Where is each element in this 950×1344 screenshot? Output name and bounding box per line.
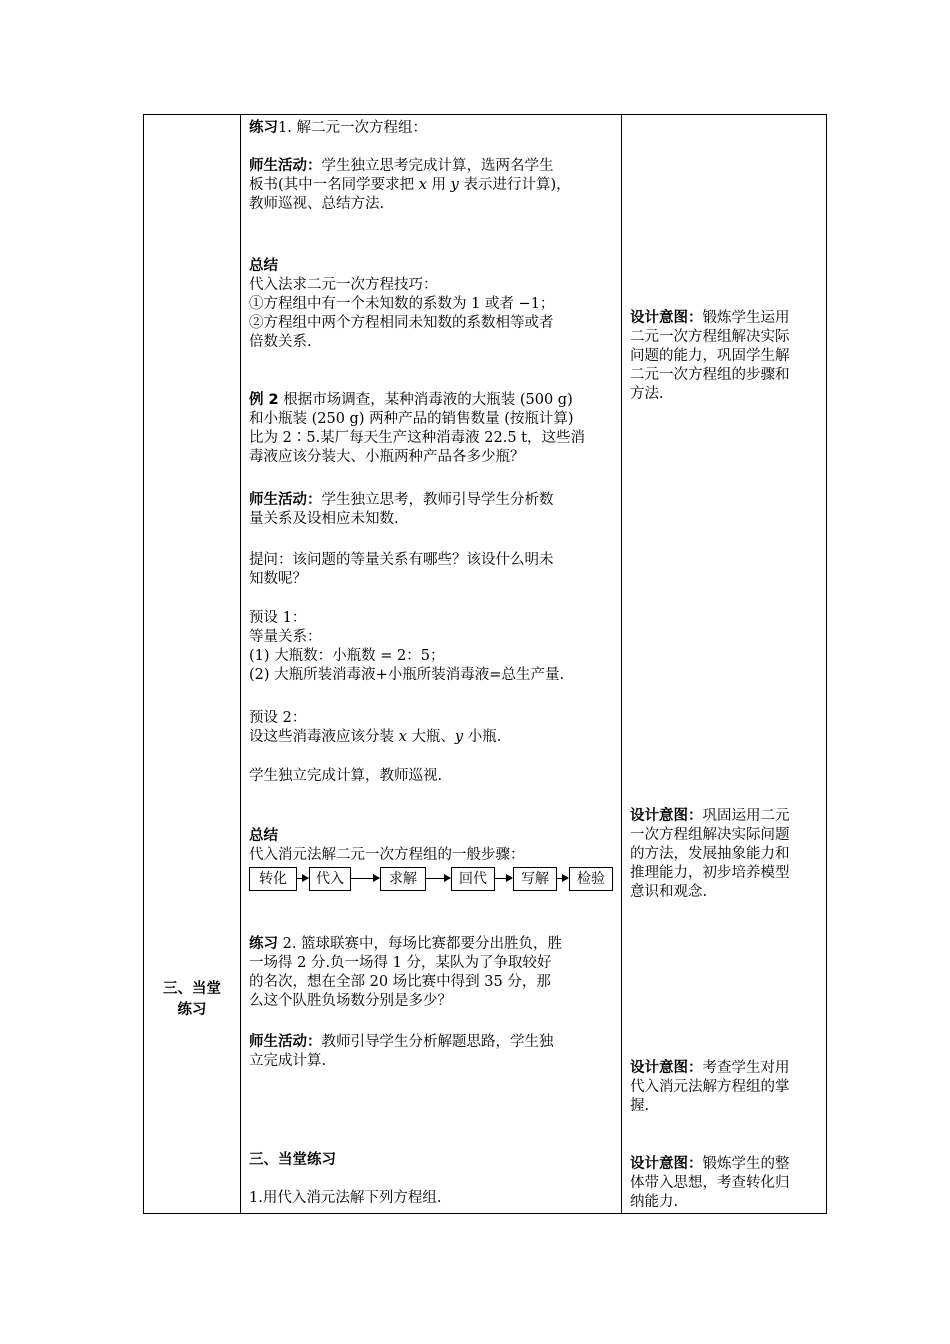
- step-box: 转化: [249, 867, 297, 891]
- example-2: [249, 391, 613, 467]
- design-intent-label: 设计意图：: [630, 1060, 703, 1076]
- step-box: 代入: [309, 867, 351, 891]
- note-line: 一次方程组解决实际问题: [630, 827, 790, 843]
- question: [249, 551, 613, 589]
- arrow-right-icon: [426, 878, 450, 879]
- exercise-2-label: 练习: [249, 936, 278, 952]
- design-intent-label: 设计意图：: [630, 808, 703, 824]
- note-line: 二元一次方程组的步骤和: [630, 367, 790, 383]
- note-line: 意识和观念.: [630, 884, 708, 900]
- preset-1-label: 预设 1：: [249, 610, 307, 626]
- variable-y: y: [454, 729, 464, 745]
- equal-relation-label: 等量关系：: [249, 629, 322, 645]
- note-line: 锻炼学生的整: [702, 1156, 790, 1172]
- activity-1-line2b: 用: [426, 177, 451, 193]
- design-intent-3: [630, 1059, 820, 1116]
- preset-2: [249, 709, 613, 747]
- example-2-line1: 根据市场调查，某种消毒液的大瓶装 (500 g): [278, 392, 573, 408]
- design-intent-1: [630, 309, 820, 404]
- summary-1-item2-line2: 倍数关系.: [249, 334, 312, 350]
- example-2-line2: 和小瓶装 (250 g) 两种产品的销售数量 (按瓶计算): [249, 411, 574, 427]
- final-item: 1.用代入消元法解下列方程组.: [249, 1190, 442, 1206]
- note-line: 考查学生对用: [702, 1060, 790, 1076]
- exercise-1-text: 1. 解二元一次方程组：: [278, 120, 427, 136]
- exercise-2: [249, 935, 613, 1011]
- steps-flowchart: [249, 867, 613, 891]
- activity-2-line1: 学生独立思考，教师引导学生分析数: [321, 492, 554, 508]
- activity-3-label: 师生活动：: [249, 1034, 322, 1050]
- step-box: 检验: [569, 867, 613, 891]
- section-title: 三、当堂练习: [249, 1152, 336, 1168]
- arrow-right-icon: [297, 878, 308, 879]
- exercise-2-line3: 的名次，想在全部 20 场比赛中得到 35 分，那: [249, 974, 551, 990]
- stage-column: [144, 115, 241, 1214]
- design-intent-label: 设计意图：: [630, 310, 703, 326]
- variable-y: y: [450, 177, 459, 193]
- lesson-table: [143, 114, 827, 1214]
- preset-2-text-a: 设这些消毒液应该分装: [249, 729, 399, 745]
- summary-2-label: 总结: [249, 828, 278, 844]
- final-item-block: [249, 1189, 613, 1208]
- summary-1-intro: 代入法求二元一次方程技巧：: [249, 277, 438, 293]
- stage-label: [144, 979, 240, 1021]
- note-line: 方法.: [630, 386, 664, 402]
- activity-1-line2c: 表示进行计算)，: [458, 177, 571, 193]
- note-line: 推理能力，初步培养模型: [630, 865, 790, 881]
- content-column: [241, 115, 622, 1214]
- exercise-2-line1: 2. 篮球联赛中，每场比赛都要分出胜负，胜: [278, 936, 563, 952]
- note-line: 握.: [630, 1098, 650, 1114]
- note-line: 纳能力.: [630, 1194, 679, 1210]
- note-line: 代入消元法解方程组的掌: [630, 1079, 790, 1095]
- activity-1-line1: 学生独立思考完成计算，选两名学生: [321, 158, 554, 174]
- summary-1-label: 总结: [249, 258, 278, 274]
- activity-2: [249, 491, 613, 529]
- exercise-2-line2: 一场得 2 分.负一场得 1 分，某队为了争取较好: [249, 955, 552, 971]
- step-box: 回代: [451, 867, 495, 891]
- note-line: 锻炼学生运用: [702, 310, 790, 326]
- design-intent-column: [622, 115, 827, 1214]
- summary-1-item2-line1: ②方程组中两个方程相同未知数的系数相等或者: [249, 315, 554, 331]
- activity-1-line2a: 板书(其中一名同学要求把: [249, 177, 419, 193]
- arrow-right-icon: [557, 878, 568, 879]
- summary-1-item1: ①方程组中有一个未知数的系数为 1 或者 −1；: [249, 296, 555, 312]
- summary-2-intro: 代入消元法解二元一次方程组的一般步骤：: [249, 847, 525, 863]
- activity-1: [249, 157, 613, 214]
- design-intent-2: [630, 807, 820, 902]
- note-line: 二元一次方程组解决实际: [630, 329, 790, 345]
- variable-x: x: [398, 729, 407, 745]
- exercise-1: [249, 119, 613, 138]
- note-line: 巩固运用二元: [702, 808, 790, 824]
- section-title-block: [249, 1151, 613, 1170]
- stage-label-line1: 三、当堂: [163, 981, 221, 997]
- arrow-right-icon: [351, 878, 379, 879]
- summary-1: [249, 257, 613, 352]
- preset-2-text-c: 小瓶.: [463, 729, 502, 745]
- step-box: 写解: [513, 867, 557, 891]
- activity-3-line1: 教师引导学生分析解题思路，学生独: [321, 1034, 554, 1050]
- activity-1-line3: 教师巡视、总结方法.: [249, 196, 385, 212]
- example-2-line4: 毒液应该分装大、小瓶两种产品各多少瓶？: [249, 449, 525, 465]
- note-line: 体带入思想，考查转化归: [630, 1175, 790, 1191]
- preset-2-text-b: 大瓶、: [406, 729, 455, 745]
- design-intent-label: 设计意图：: [630, 1156, 703, 1172]
- activity-2-line2: 量关系及设相应未知数.: [249, 511, 399, 527]
- activity-3: [249, 1033, 613, 1071]
- question-line2: 知数呢？: [249, 571, 307, 587]
- step-box: 求解: [380, 867, 426, 891]
- question-line1: 提问：该问题的等量关系有哪些？该设什么明未: [249, 552, 554, 568]
- variable-x: x: [418, 177, 427, 193]
- example-2-line3: 比为 2∶5.某厂每天生产这种消毒液 22.5 t，这些消: [249, 430, 585, 446]
- relation-2: (2) 大瓶所装消毒液+小瓶所装消毒液=总生产量.: [249, 667, 565, 683]
- note-line: 的方法，发展抽象能力和: [630, 846, 790, 862]
- activity-3-line2: 立完成计算.: [249, 1053, 327, 1069]
- student-calculation-text: 学生独立完成计算，教师巡视.: [249, 768, 443, 784]
- exercise-1-label: 练习: [249, 120, 278, 136]
- summary-2: [249, 827, 613, 865]
- preset-1: [249, 609, 613, 685]
- arrow-right-icon: [495, 878, 512, 879]
- activity-1-label: 师生活动：: [249, 158, 322, 174]
- preset-2-label: 预设 2：: [249, 710, 307, 726]
- note-line: 问题的能力，巩固学生解: [630, 348, 790, 364]
- exercise-2-line4: 么这个队胜负场数分别是多少？: [249, 993, 452, 1009]
- stage-label-line2: 练习: [177, 1002, 207, 1018]
- student-calculation: [249, 767, 613, 786]
- example-2-label: 例 2: [249, 392, 279, 408]
- relation-1: (1) 大瓶数：小瓶数 = 2：5；: [249, 648, 445, 664]
- design-intent-4: [630, 1155, 820, 1212]
- activity-2-label: 师生活动：: [249, 492, 322, 508]
